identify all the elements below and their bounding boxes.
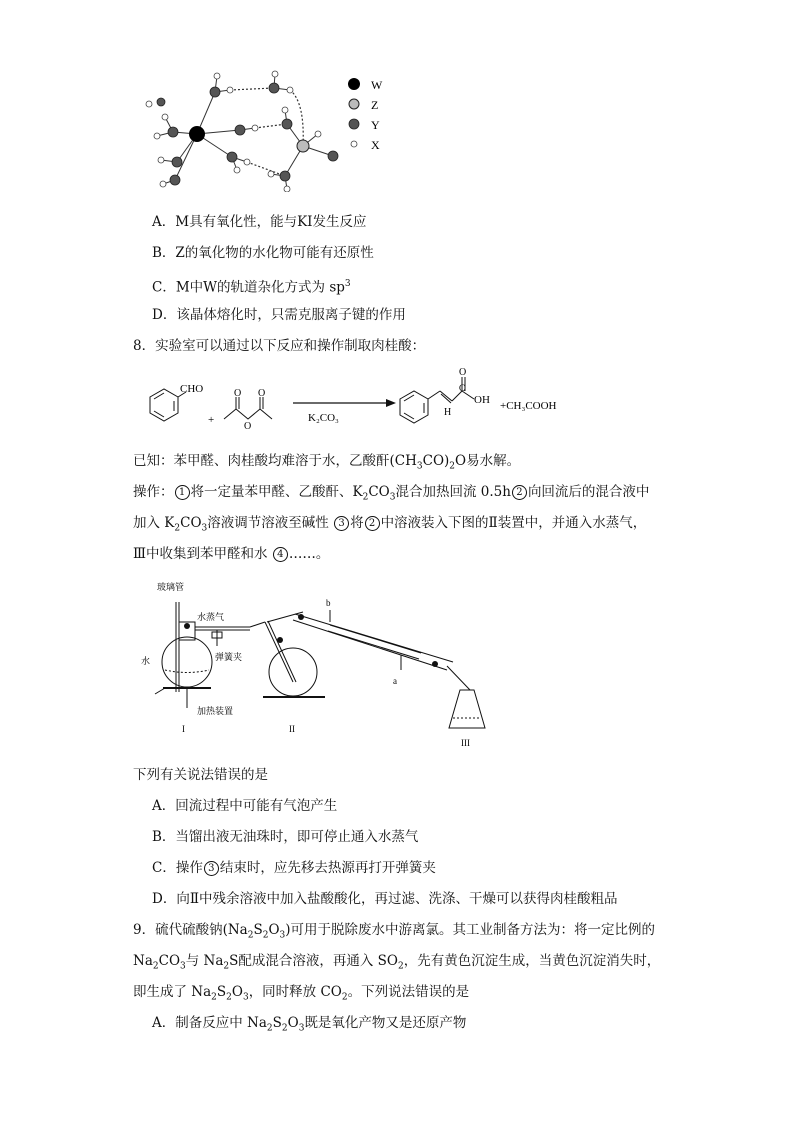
q8-option-b: B．当馏出液无油珠时，即可停止通入水蒸气 (152, 829, 419, 845)
svg-text:a: a (393, 676, 397, 686)
q7-option-c: C．M中W的轨道杂化方式为 $sp^3$ (152, 279, 351, 296)
svg-text:+: + (208, 414, 215, 426)
svg-text:加热装置: 加热装置 (197, 706, 234, 716)
q8-stem: 8．实验室可以通过以下反应和操作制取肉桂酸： (133, 338, 426, 354)
svg-text:CHO: CHO (180, 383, 204, 395)
svg-text:O: O (258, 388, 266, 399)
reaction-scheme (128, 365, 588, 440)
legend-x: X (371, 138, 380, 152)
svg-text:H: H (444, 407, 452, 418)
svg-text:K₂CO₃: K₂CO₃ (308, 412, 339, 424)
legend-w: W (371, 78, 383, 92)
q8-option-d: D．向Ⅱ中残余溶液中加入盐酸酸化，再过滤、洗涤、干燥可以获得肉桂酸粗品 (152, 891, 618, 907)
apparatus-figure (135, 580, 495, 755)
q9-stem-line2: $Na_2CO_3$与 $Na_2S$配成混合溶液，再通入 $SO_2$，先有黄色沉淀生成，当黄色沉淀消失时， (133, 953, 661, 972)
q8-option-c: C．操作 3 结束时，应先移去热源再打开弹簧夹 (152, 860, 436, 876)
q7-option-a: A．M具有氧化性，能与KI发生反应 (152, 214, 367, 230)
svg-text:OH: OH (474, 394, 490, 406)
svg-text:水: 水 (141, 656, 151, 666)
q8-option-a: A．回流过程中可能有气泡产生 (152, 798, 338, 814)
q9-option-a: A．制备反应中 $Na_2S_2O_3$既是氧化产物又是还原产物 (152, 1015, 467, 1034)
svg-text:II: II (289, 724, 295, 734)
svg-text:b: b (326, 598, 331, 608)
q8-operation-line1: 操作： 1 将一定量苯甲醛、乙酸酐、$K_2CO_3$混合加热回流 0.5h 2 向回流后的混合液中 (133, 484, 650, 503)
svg-text:弹簧夹: 弹簧夹 (215, 652, 243, 662)
svg-text:I: I (182, 724, 185, 734)
crystal-structure-figure (125, 62, 395, 192)
q8-question: 下列有关说法错误的是 (133, 767, 268, 783)
q7-option-d: D．该晶体熔化时，只需克服离子键的作用 (152, 307, 406, 323)
svg-text:C: C (459, 383, 466, 393)
svg-text:O: O (234, 388, 242, 399)
q7-option-b: B．Z的氧化物的水化物可能有还原性 (152, 245, 374, 261)
q8-operation-line2: 加入 $K_2CO_3$溶液调节溶液至碱性 3 将 2 中溶液装入下图的Ⅱ装置中，并通入水蒸气， (133, 515, 647, 534)
svg-text:水蒸气: 水蒸气 (197, 612, 225, 622)
svg-text:III: III (461, 738, 470, 748)
legend-z: Z (371, 98, 379, 112)
legend-y: Y (371, 118, 380, 132)
q8-operation-line3: Ⅲ中收集到苯甲醛和水 4 ……。 (133, 546, 330, 562)
svg-text:+CH₃COOH: +CH₃COOH (500, 400, 557, 412)
q9-stem-line3: 即生成了 $Na_2S_2O_3$，同时释放 $CO_2$。下列说法错误的是 (133, 984, 470, 1003)
svg-text:O: O (244, 421, 252, 432)
svg-text:玻璃管: 玻璃管 (157, 582, 185, 592)
q8-known: 已知：苯甲醛、肉桂酸均难溶于水，乙酸酐$(CH_3CO)_2O$易水解。 (133, 453, 521, 472)
svg-text:O: O (459, 367, 467, 378)
q9-stem-line1: 9．硫代硫酸钠$(Na_2S_2O_3)$可用于脱除废水中游离氯。其工业制备方法为：将一定比例的 (133, 922, 656, 941)
